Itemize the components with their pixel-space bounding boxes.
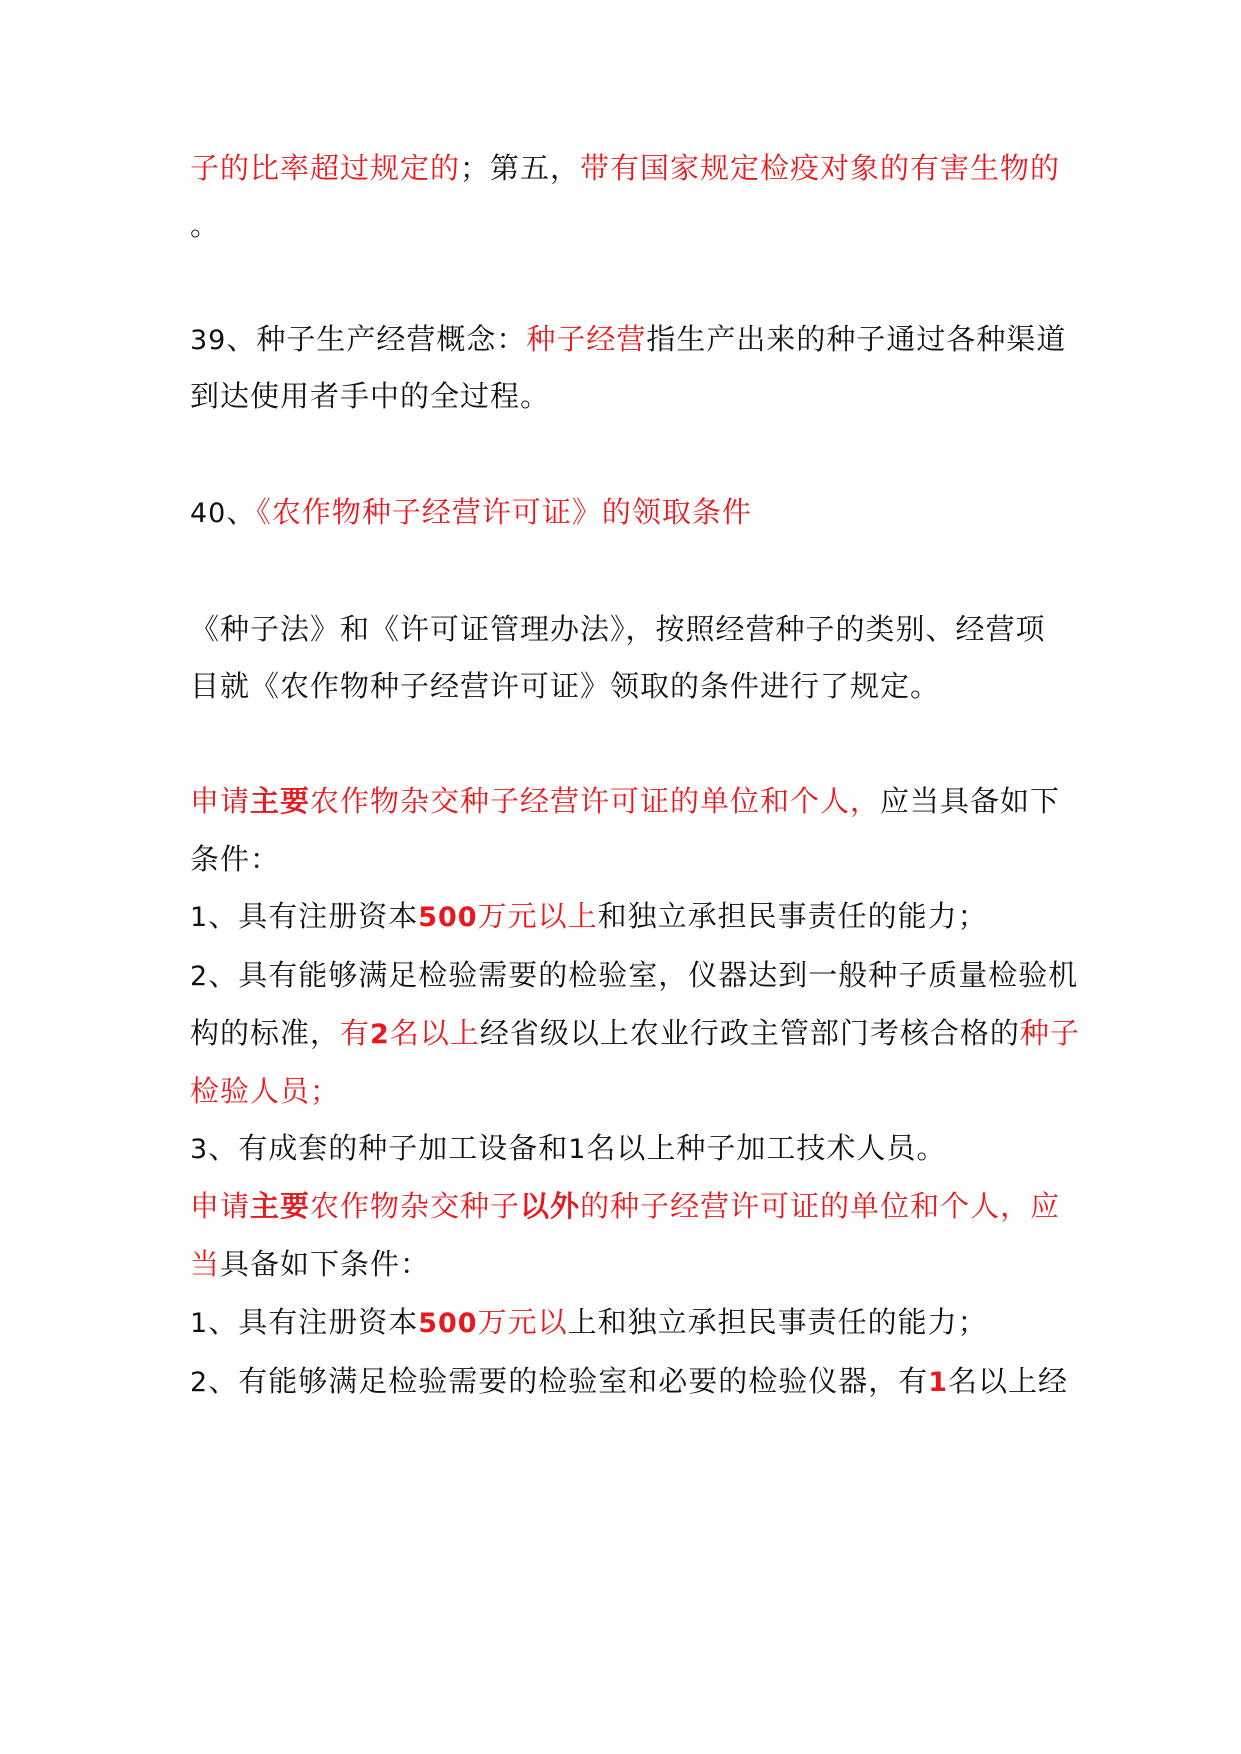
highlighted-text: 申请 (190, 1189, 251, 1223)
body-text: 2 (190, 1367, 209, 1398)
highlighted-text: 主要 (250, 1189, 311, 1223)
text-line (190, 319, 1080, 361)
body-text: 、具有注册资本 (208, 1305, 419, 1339)
text-line (190, 1302, 1080, 1344)
highlighted-text: 申请 (190, 784, 251, 818)
body-text: 目就《农作物种子经营许可证》领取的条件进行了规定。 (190, 669, 941, 703)
body-text: 具备如下条件： (220, 1247, 431, 1281)
body-text: ；第五， (460, 151, 581, 185)
highlighted-text: 子的比率超过规定的 (190, 151, 461, 185)
body-text: 、种子生产经营概念： (226, 322, 527, 356)
body-text: 、具有注册资本 (208, 899, 419, 933)
body-text: 1 (568, 1134, 587, 1165)
highlighted-text: 500 (418, 1308, 478, 1339)
body-text: 3 (190, 1134, 209, 1165)
highlighted-text: 农作物杂交种子经营许可证的单位和个人， (310, 784, 881, 818)
body-text: 上和独立承担民事责任的能力； (567, 1305, 988, 1339)
body-text: 40 (190, 498, 227, 529)
text-line (190, 205, 1080, 245)
highlighted-text: 主要 (250, 784, 311, 818)
body-text: 、有能够满足检验需要的检验室和必要的检验仪器，有 (208, 1364, 929, 1398)
highlighted-text: 有 (340, 1016, 371, 1050)
text-line (190, 376, 1080, 416)
text-line (190, 1186, 1080, 1226)
text-line (190, 148, 1080, 188)
highlighted-text: 名以上 (389, 1016, 480, 1050)
body-text: 条件： (190, 842, 281, 876)
text-line (190, 1361, 1080, 1403)
highlighted-text: 的领取条件 (601, 495, 752, 529)
body-text: 。 (190, 208, 221, 242)
highlighted-text: 以外 (520, 1189, 581, 1223)
body-text: 《种子法》和《许可证管理办法》，按照经营种子的类别、经营项 (190, 612, 1046, 646)
highlighted-text: 《农作物种子经营许可证》 (256, 495, 602, 529)
highlighted-text: 当 (190, 1247, 221, 1281)
body-text: 指生产出来的种子通过各种渠道 (646, 322, 1067, 356)
body-text: 39 (190, 325, 227, 356)
text-line (190, 1071, 1080, 1111)
highlighted-text: 万元以 (477, 1305, 568, 1339)
body-text: 2 (190, 961, 209, 992)
highlighted-text: 2 (370, 1019, 390, 1050)
text-line (190, 1013, 1080, 1055)
highlighted-text: 种子 (1019, 1016, 1080, 1050)
text-line (190, 1244, 1080, 1284)
text-line (190, 896, 1080, 938)
text-line (190, 1128, 1080, 1170)
body-text: 应当具备如下 (880, 784, 1061, 818)
highlighted-text: 种子经营 (526, 322, 647, 356)
highlighted-text: 检验人员； (190, 1074, 341, 1108)
body-text: 1 (190, 1308, 209, 1339)
highlighted-text: 1 (928, 1367, 948, 1398)
body-text: 1 (190, 902, 209, 933)
body-text: 、具有能够满足检验需要的检验室，仪器达到一般种子质量检验机 (208, 958, 1079, 992)
body-text: 到达使用者手中的全过程。 (190, 379, 551, 413)
body-text: 、有成套的种子加工设备和 (208, 1131, 569, 1165)
body-text: 名以上种子加工技术人员。 (586, 1131, 947, 1165)
body-text: 和独立承担民事责任的能力； (597, 899, 988, 933)
highlighted-text: 万元以上 (477, 899, 598, 933)
text-line (190, 666, 1080, 706)
text-line (190, 781, 1080, 821)
body-text: 名以上经 (948, 1364, 1069, 1398)
highlighted-text: 的种子经营许可证的单位和个人，应 (580, 1189, 1061, 1223)
text-line (190, 955, 1080, 997)
text-line (190, 492, 1080, 534)
text-line (190, 609, 1080, 649)
text-line (190, 839, 1080, 879)
body-text: 经省级以上农业行政主管部门考核合格的 (479, 1016, 1020, 1050)
body-text: 构的标准， (190, 1016, 341, 1050)
body-text: 、 (226, 495, 257, 529)
highlighted-text: 带有国家规定检疫对象的有害生物的 (580, 151, 1061, 185)
highlighted-text: 农作物杂交种子 (310, 1189, 521, 1223)
highlighted-text: 500 (418, 902, 478, 933)
